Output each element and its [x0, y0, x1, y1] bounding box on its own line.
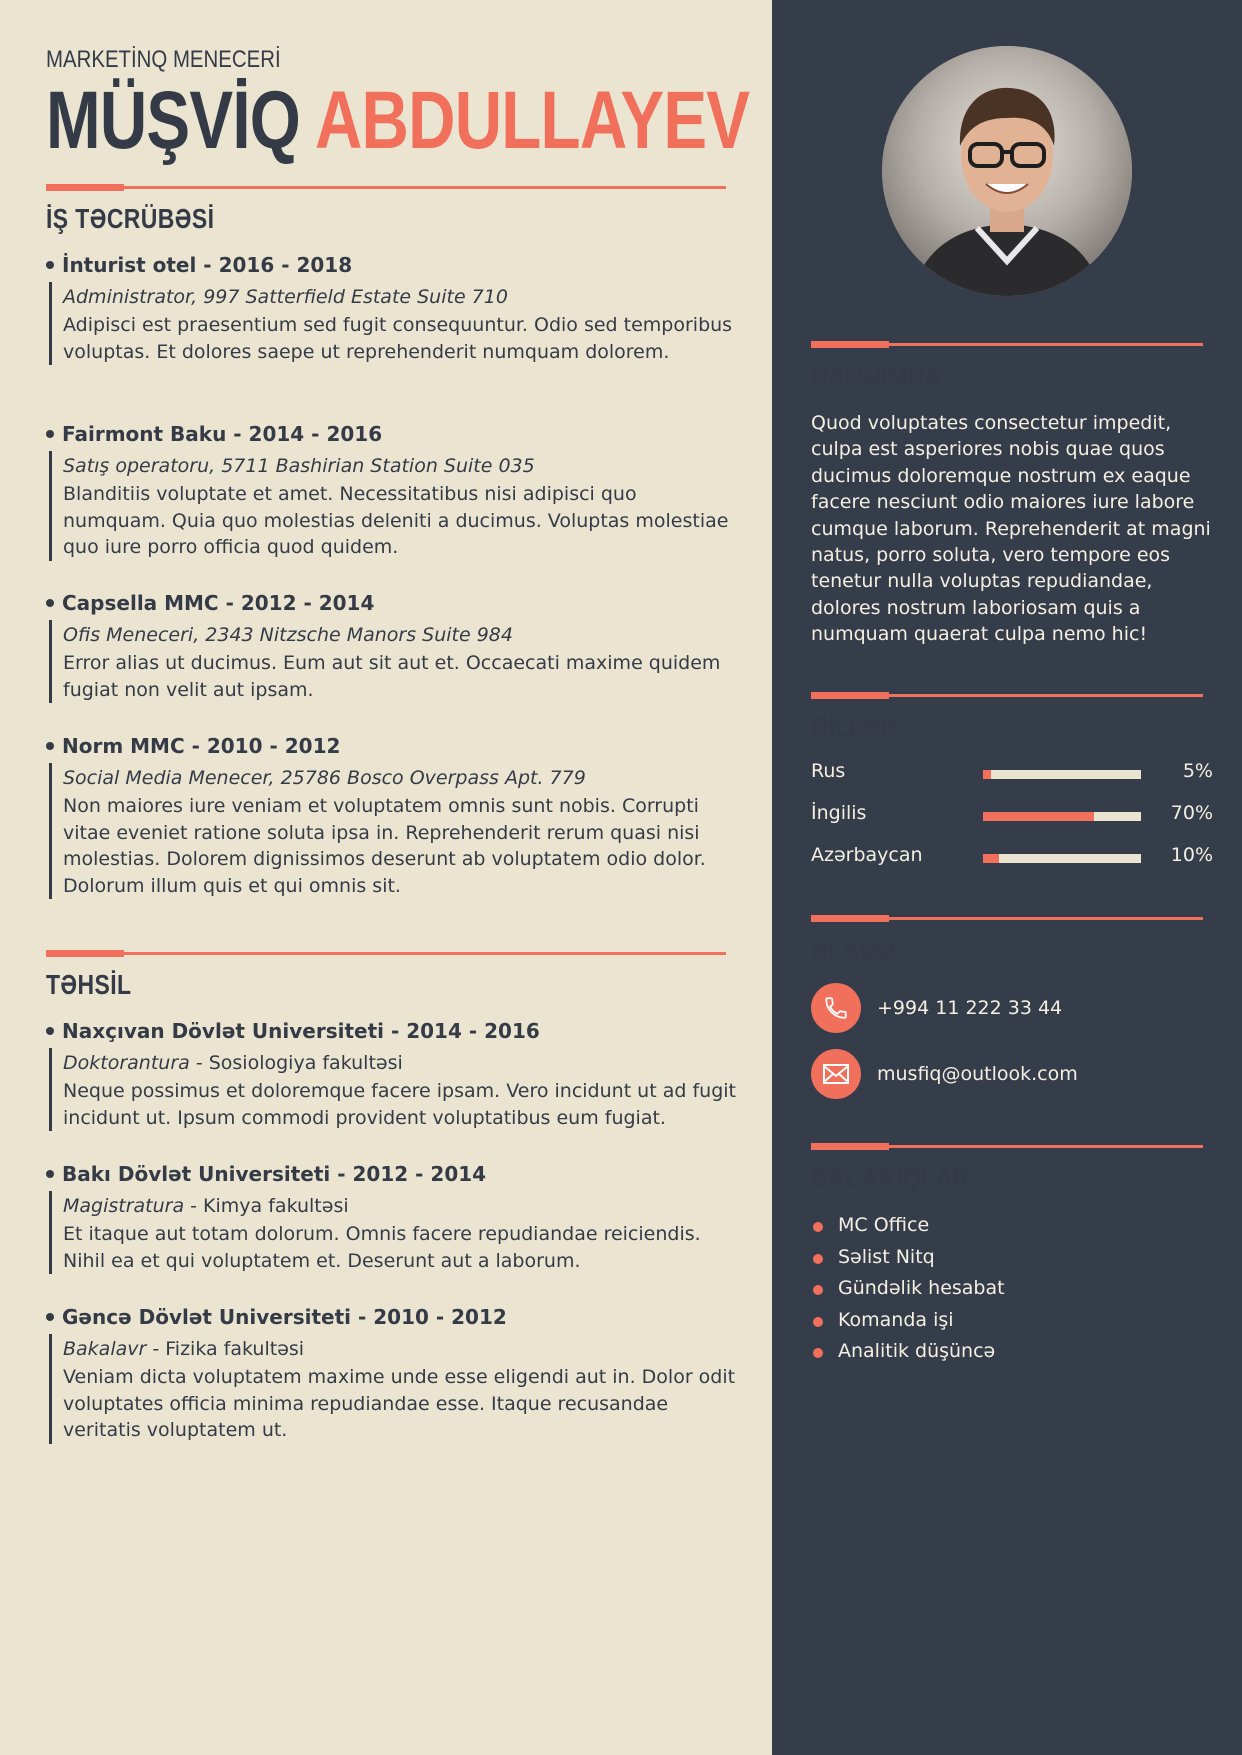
entry-role: Social Media Menecer, 25786 Bosco Overpass Apt. 779 [63, 767, 586, 789]
skill-item: Komanda işi [811, 1305, 1005, 1337]
entry-heading: Naxçıvan Dövlət Universiteti - 2014 - 2016 [62, 1019, 540, 1043]
language-percent: 10% [1170, 844, 1213, 866]
education-item [46, 1160, 736, 1274]
faculty-name: - Kimya fakultəsi [184, 1195, 349, 1217]
contact-email [811, 1049, 1078, 1099]
language-row [811, 844, 1213, 874]
contact-phone [811, 983, 1062, 1033]
language-row [811, 802, 1213, 832]
language-level-fill [983, 854, 999, 863]
entry-heading: Bakı Dövlət Universiteti - 2012 - 2014 [62, 1162, 487, 1186]
first-name: MÜŞVİQ [46, 75, 300, 166]
skills-title: BACARIQLAR [811, 1162, 970, 1193]
skill-item: Səlist Nitq [811, 1242, 1005, 1274]
entry-heading: Fairmont Baku - 2014 - 2016 [62, 422, 383, 446]
about-title: HAQQIMDA [811, 360, 942, 391]
bullet-dot [46, 1170, 54, 1178]
entry-description: Non maiores iure veniam et voluptatem omnis sunt nobis. Corrupti vitae eveniet ratione soluta ipsa in. Reprehenderit rerum quasi nisi molestias. Dolorem dignissimos deserunt ab voluptatem odio dolor. Dolorum illum quis et qui omnis sit. [63, 795, 706, 897]
entry-degree [63, 1191, 736, 1221]
degree-name: Magistratura [63, 1195, 185, 1217]
experience-item [46, 589, 736, 703]
header-divider [46, 186, 726, 189]
skills-list [811, 1210, 1005, 1368]
portrait-illustration [882, 46, 1132, 296]
education-title: TƏHSİL [46, 969, 132, 1000]
entry-heading: İnturist otel - 2016 - 2018 [62, 253, 353, 277]
entry-heading: Norm MMC - 2010 - 2012 [62, 734, 341, 758]
education-item [46, 1303, 736, 1444]
language-name: Azərbaycan [811, 844, 923, 866]
experience-title: İŞ TƏCRÜBƏSİ [46, 203, 215, 234]
entry-degree [63, 1334, 736, 1364]
profile-photo [882, 46, 1132, 296]
languages-divider [811, 694, 1203, 697]
language-name: Rus [811, 760, 846, 782]
entry-description: Error alias ut ducimus. Eum aut sit aut et. Occaecati maxime quidem fugiat non velit aut ipsam. [63, 652, 721, 701]
languages-title: DİLLƏR [811, 711, 898, 742]
skills-divider [811, 1145, 1203, 1148]
experience-item [46, 251, 736, 365]
language-name: İngilis [811, 802, 867, 824]
degree-name: Doktorantura [63, 1052, 190, 1074]
last-name: ABDULLAYEV [314, 75, 750, 166]
language-level-bar [983, 812, 1141, 821]
entry-role: Satış operatoru, 5711 Bashirian Station Suite 035 [63, 455, 535, 477]
degree-name: Bakalavr [63, 1338, 147, 1360]
full-name [46, 76, 749, 166]
education-divider [46, 952, 726, 955]
phone-number[interactable]: +994 11 222 33 44 [877, 997, 1063, 1019]
about-text: Quod voluptates consectetur impedit, culpa est asperiores nobis quae quos ducimus doloremque nostrum ex eaque facere nesciunt odio maiores iure labore cumque laborum. Reprehenderit at magni natus, porro soluta, vero tempore eos tenetur nulla voluptas repudiandae, dolores nostrum laboriosam quis a numquam quaerat culpa nemo hic! [811, 412, 1211, 646]
entry-description: Et itaque aut totam dolorum. Omnis facere repudiandae reiciendis. Nihil ea et qui voluptatem et. Deserunt aut a laborum. [63, 1223, 701, 1272]
entry-description: Blanditiis voluptate et amet. Necessitatibus nisi adipisci quo numquam. Quia quo molestias deleniti a ducimus. Voluptas molestiae quo iure porro officia quod quidem. [63, 483, 729, 558]
bullet-dot [46, 599, 54, 607]
faculty-name: - Sosiologiya fakultəsi [189, 1052, 403, 1074]
language-level-bar [983, 854, 1141, 863]
skill-item: Gündəlik hesabat [811, 1273, 1005, 1305]
language-percent: 70% [1170, 802, 1213, 824]
contact-title: ƏLAQƏ [811, 934, 895, 965]
language-row [811, 760, 1213, 790]
bullet-dot [46, 430, 54, 438]
bullet-dot [46, 261, 54, 269]
phone-icon [811, 983, 861, 1033]
bullet-dot [46, 1027, 54, 1035]
envelope-icon [811, 1049, 861, 1099]
entry-role: Administrator, 997 Satterfield Estate Suite 710 [63, 286, 508, 308]
entry-degree [63, 1048, 736, 1078]
entry-description: Neque possimus et doloremque facere ipsam. Vero incidunt ut ad fugit incidunt ut. Ipsum commodi provident voluptatibus eum fugiat. [63, 1080, 736, 1129]
entry-description: Veniam dicta voluptatem maxime unde esse eligendi aut in. Dolor odit voluptates officia minima repudiandae esse. Itaque recusandae veritatis voluptatem ut. [63, 1366, 736, 1441]
experience-item [46, 420, 736, 561]
faculty-name: - Fizika fakultəsi [146, 1338, 305, 1360]
skill-item: MC Office [811, 1210, 1005, 1242]
email-address[interactable]: musfiq@outlook.com [877, 1063, 1078, 1085]
language-level-bar [983, 770, 1141, 779]
entry-role: Ofis Meneceri, 2343 Nitzsche Manors Suite 984 [63, 624, 513, 646]
bullet-dot [46, 1313, 54, 1321]
job-title: MARKETİNQ MENECERİ [46, 46, 281, 73]
experience-item [46, 732, 736, 899]
bullet-dot [46, 742, 54, 750]
about-divider [811, 343, 1203, 346]
language-level-fill [983, 812, 1094, 821]
skill-item: Analitik düşüncə [811, 1336, 1005, 1368]
language-level-fill [983, 770, 991, 779]
entry-heading: Gəncə Dövlət Universiteti - 2010 - 2012 [62, 1305, 507, 1329]
entry-heading: Capsella MMC - 2012 - 2014 [62, 591, 375, 615]
education-item [46, 1017, 736, 1131]
entry-description: Adipisci est praesentium sed fugit consequuntur. Odio sed temporibus voluptas. Et dolores saepe ut reprehenderit numquam dolorem. [63, 314, 733, 363]
language-percent: 5% [1182, 760, 1213, 782]
contact-divider [811, 917, 1203, 920]
